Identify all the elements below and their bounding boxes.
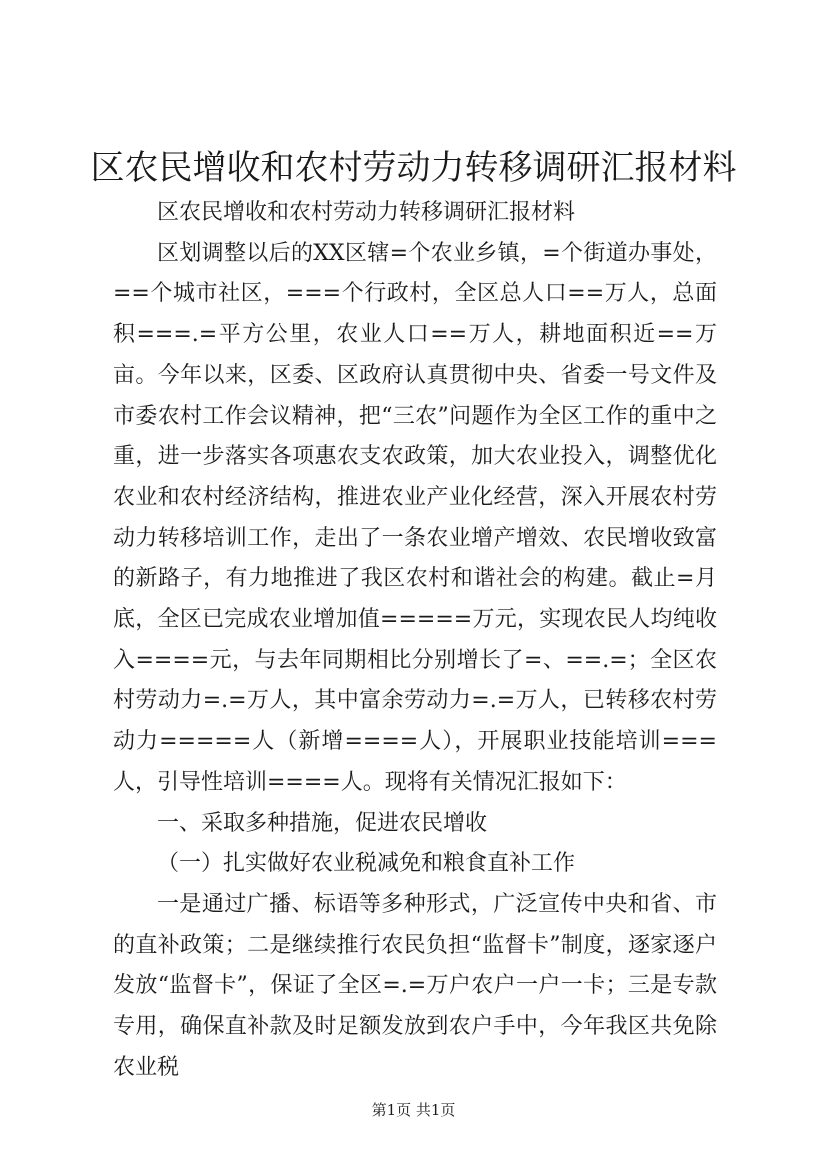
intro-paragraph: 区划调整以后的XX区辖=个农业乡镇，=个街道办事处，==个城市社区，===个行政村，全区总人口==万人，总面积===.=平方公里，农业人口==万人，耕地面积近==万亩。今年以来，区委、区政府认真贯彻中央、省委一号文件及市委农村工作会议精神，把“三农”问题作为全区工作的重中之重，进一步落实各项惠农支农政策，加大农业投入，调整优化农业和农村经济结构，推进农业产业化经营，深入开展农村劳动力转移培训工作，走出了一条农业增产增效、农民增收致富的新路子，有力地推进了我区农村和谐社会的构建。截止=月底，全区已完成农业增加值=====万元，实现农民人均纯收入====元，与去年同期相比分别增长了=、==.=；全区农村劳动力=.=万人，其中富余劳动力=.=万人，已转移农村劳动力=====人（新增====人），开展职业技能培训===人，引导性培训====人。现将有关情况汇报如下： (113, 240, 717, 795)
body-paragraph: 一是通过广播、标语等多种形式，广泛宣传中央和省、市的直补政策；二是继续推行农民负担“监督卡”制度，逐家逐户发放“监督卡”，保证了全区=.=万户农户一户一卡；三是专款专用，确保直补款及时足额发放到农户手中，今年我区共免除农业税 (113, 891, 717, 1080)
document-body (113, 193, 717, 1088)
page-number: 第1页 共1页 (371, 1101, 456, 1119)
section-heading: 一、采取多种措施，促进农民增收 (157, 810, 488, 836)
subtitle-paragraph: 区农民增收和农村劳动力转移调研汇报材料 (157, 200, 576, 225)
document-title: 区农民增收和农村劳动力转移调研汇报材料 (90, 148, 737, 188)
subsection-heading: （一）扎实做好农业税减免和粮食直补工作 (157, 851, 576, 877)
